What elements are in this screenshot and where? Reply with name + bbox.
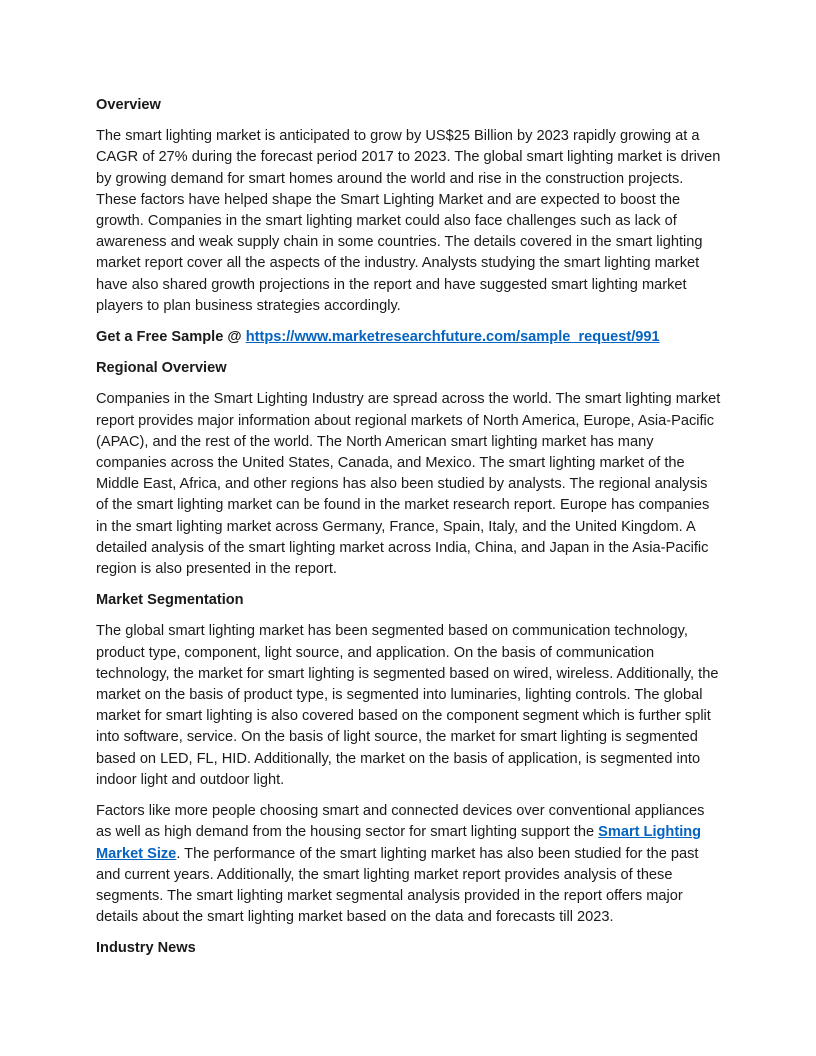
- regional-overview-paragraph: Companies in the Smart Lighting Industry are spread across the world. The smart lighting market report provides major information about regional markets of North America, Europe, Asia-Pacific (APAC), and the rest of the world. The North American smart lighting market has many companies across the United States, Canada, and Mexico. The smart lighting market of the Middle East, Africa, and other regions has also been studied by analysts. The regional analysis of the smart lighting market can be found in the market research report. Europe has companies in the smart lighting market across Germany, France, Spain, Italy, and the United Kingdom. A detailed analysis of the smart lighting market across India, China, and Japan in the Asia-Pacific region is also presented in the report.: [96, 391, 721, 578]
- sample-request-link[interactable]: https://www.marketresearchfuture.com/sample_request/991: [245, 329, 660, 346]
- market-segmentation-paragraph: The global smart lighting market has been segmented based on communication technology, product type, component, light source, and application. On the basis of communication technology, the market for smart lighting is segmented based on wired, wireless. Additionally, the market on the basis of product type, is segmented into luminaries, lighting controls. The global market for smart lighting is also covered based on the component segment which is further split into software, service. On the basis of light source, the market for smart lighting is segmented based on LED, FL, HID. Additionally, the market on the basis of application, is segmented into indoor light and outdoor light.: [96, 623, 719, 788]
- overview-paragraph: The smart lighting market is anticipated to grow by US$25 Billion by 2023 rapidly growing at a CAGR of 27% during the forecast period 2017 to 2023. The global smart lighting market is driven by growing demand for smart homes around the world and rise in the construction projects. These factors have helped shape the Smart Lighting Market and are expected to boost the growth. Companies in the smart lighting market could also face challenges such as lack of awareness and weak supply chain in some countries. The details covered in the smart lighting market report cover all the aspects of the industry. Analysts studying the smart lighting market have also shared growth projections in the report and have suggested smart lighting market players to plan business strategies accordingly.: [96, 128, 721, 314]
- document-page: [96, 95, 722, 970]
- smart-lighting-market-size-link[interactable]: Smart Lighting Market Size: [96, 824, 702, 862]
- overview-heading: Overview: [96, 97, 161, 113]
- free-sample-prefix: Get a Free Sample @: [96, 329, 246, 346]
- market-factors-text-before: Factors like more people choosing smart and connected devices over conventional appliances as well as high demand from the housing sector for smart lighting support the: [96, 803, 705, 841]
- free-sample-line: [96, 327, 722, 348]
- regional-overview-heading: Regional Overview: [96, 360, 227, 377]
- market-factors-text-after: . The performance of the smart lighting market has also been studied for the past and current years. Additionally, the smart lighting market report provides analysis of these segments. The smart lighting market segmental analysis provided in the report offers major details about the smart lighting market based on the data and forecasts till 2023.: [96, 845, 699, 926]
- market-segmentation-heading: Market Segmentation: [96, 592, 244, 609]
- market-factors-paragraph: [96, 801, 722, 928]
- industry-news-heading: Industry News: [96, 940, 196, 957]
